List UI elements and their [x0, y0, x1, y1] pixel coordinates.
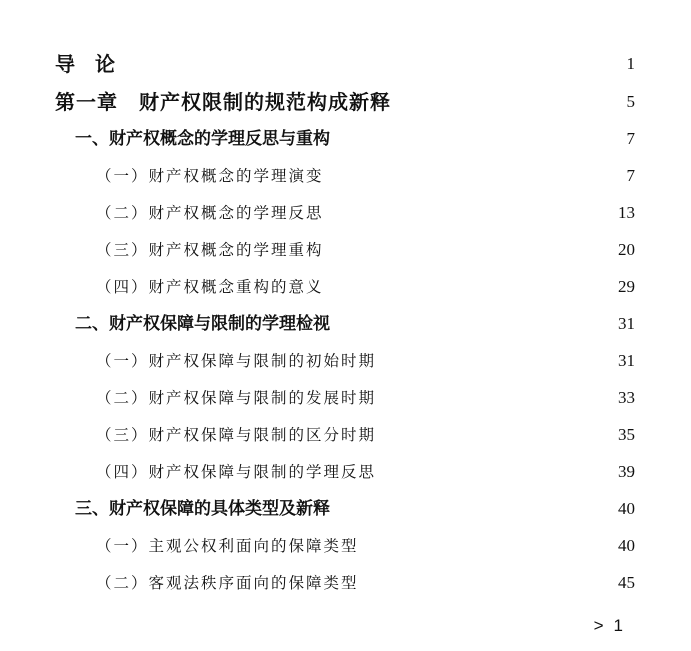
toc-entry-page: 33 — [618, 388, 635, 407]
toc-entry-title: （三）财产权保障与限制的区分时期 — [96, 426, 377, 444]
toc-entry-page: 40 — [618, 499, 635, 518]
toc-entry-title: 一、财产权概念的学理反思与重构 — [75, 129, 330, 149]
toc-entry-title: 导论 — [55, 52, 135, 76]
toc-entry-title: 第一章 财产权限制的规范构成新释 — [55, 90, 391, 114]
toc-entry-page: 7 — [626, 166, 635, 185]
toc-entry-subsection-1-1[interactable] — [0, 158, 691, 194]
toc-entry-title: （二）财产权保障与限制的发展时期 — [96, 389, 377, 407]
toc-entry-subsection-3-1[interactable] — [0, 528, 691, 564]
toc-entry-page: 45 — [618, 573, 635, 592]
toc-entry-subsection-2-4[interactable] — [0, 454, 691, 490]
toc-entry-title: 三、财产权保障的具体类型及新释 — [75, 499, 330, 519]
toc-entry-introduction[interactable] — [0, 46, 691, 82]
toc-entry-subsection-3-2[interactable] — [0, 565, 691, 601]
toc-entry-title: （二）客观法秩序面向的保障类型 — [96, 574, 359, 592]
current-page-number: 1 — [613, 616, 623, 635]
toc-entry-page: 29 — [618, 277, 635, 296]
toc-entry-chapter-1[interactable] — [0, 84, 691, 120]
toc-entry-title: （四）财产权保障与限制的学理反思 — [96, 463, 377, 481]
toc-entry-subsection-2-1[interactable] — [0, 343, 691, 379]
toc-entry-title: （三）财产权概念的学理重构 — [96, 241, 324, 259]
toc-entry-page: 20 — [618, 240, 635, 259]
toc-entry-subsection-1-4[interactable] — [0, 269, 691, 305]
toc-entry-section-1[interactable] — [0, 121, 691, 157]
toc-entry-title: （四）财产权概念重构的意义 — [96, 278, 324, 296]
next-page-arrow-icon[interactable]: > — [593, 616, 604, 635]
toc-entry-title: （一）主观公权利面向的保障类型 — [96, 537, 359, 555]
toc-entry-subsection-1-2[interactable] — [0, 195, 691, 231]
toc-entry-title: （一）财产权概念的学理演变 — [96, 167, 324, 185]
page-indicator[interactable] — [594, 611, 623, 641]
toc-entry-title: （一）财产权保障与限制的初始时期 — [96, 352, 377, 370]
toc-entry-page: 1 — [626, 54, 635, 73]
toc-entry-title: 二、财产权保障与限制的学理检视 — [75, 314, 330, 334]
toc-entry-page: 40 — [618, 536, 635, 555]
toc-entry-page: 31 — [618, 351, 635, 370]
toc-entry-page: 5 — [626, 92, 635, 111]
toc-entry-page: 7 — [626, 129, 635, 148]
toc-entry-page: 31 — [618, 314, 635, 333]
toc-entry-subsection-2-2[interactable] — [0, 380, 691, 416]
toc-entry-subsection-2-3[interactable] — [0, 417, 691, 453]
toc-entry-page: 13 — [618, 203, 635, 222]
toc-entry-section-3[interactable] — [0, 491, 691, 527]
toc-entry-title: （二）财产权概念的学理反思 — [96, 204, 324, 222]
toc-entry-page: 35 — [618, 425, 635, 444]
toc-entry-section-2[interactable] — [0, 306, 691, 342]
toc-entry-page: 39 — [618, 462, 635, 481]
toc-entry-subsection-1-3[interactable] — [0, 232, 691, 268]
